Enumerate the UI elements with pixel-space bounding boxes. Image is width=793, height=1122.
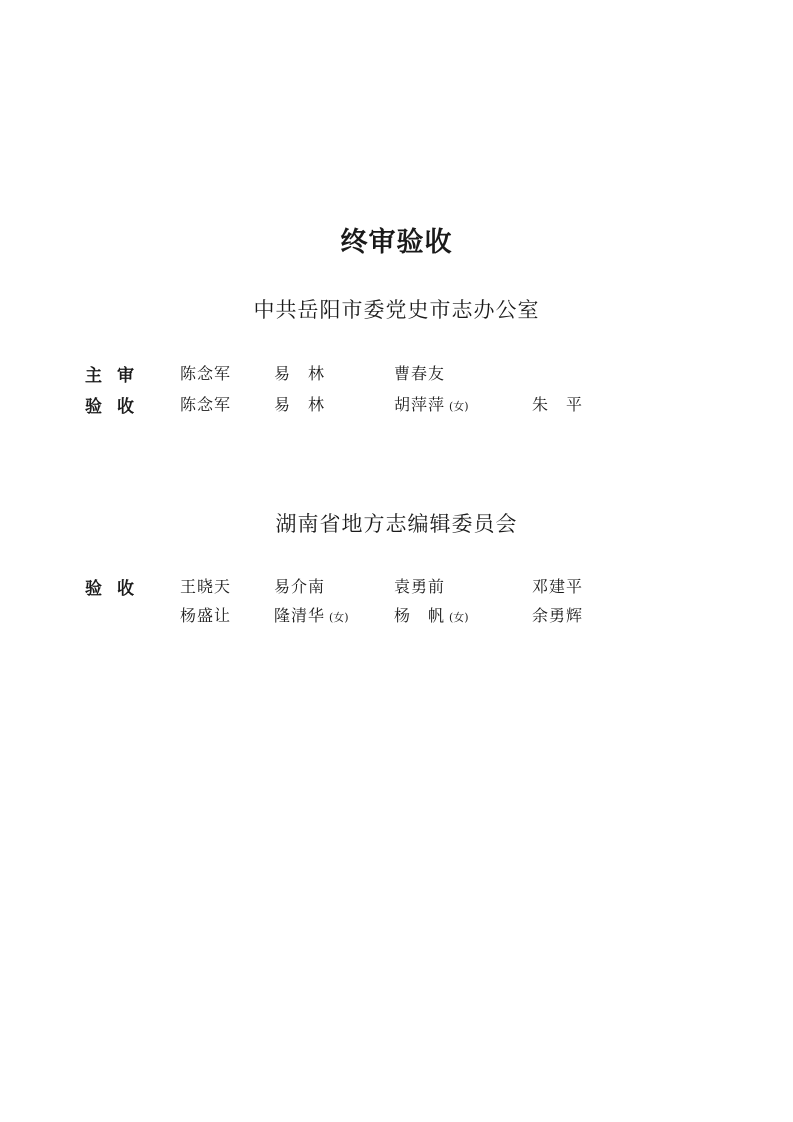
row-chief-review bbox=[0, 361, 793, 385]
person-name: 袁勇前 bbox=[394, 577, 446, 596]
person-name: 邓建平 bbox=[532, 577, 584, 596]
page-title: 终审验收 bbox=[340, 227, 453, 258]
row-acceptance-2-cont bbox=[0, 603, 793, 627]
person-name: 易 林 bbox=[274, 395, 326, 414]
person-name: 胡萍萍 (女) bbox=[394, 395, 469, 414]
org-heading-hunan: 湖南省地方志编辑委员会 bbox=[275, 512, 518, 536]
role-label: 验收 bbox=[85, 397, 149, 417]
gender-note: (女) bbox=[329, 611, 349, 624]
person-name: 陈念军 bbox=[180, 364, 232, 383]
gender-note: (女) bbox=[449, 611, 469, 624]
person-name: 易 林 bbox=[274, 364, 326, 383]
person-name: 隆清华 (女) bbox=[274, 606, 349, 625]
person-name: 杨 帆 (女) bbox=[394, 606, 469, 625]
person-name: 余勇辉 bbox=[532, 606, 584, 625]
role-label: 验收 bbox=[85, 579, 149, 599]
person-name: 陈念军 bbox=[180, 395, 232, 414]
person-name: 曹春友 bbox=[394, 364, 446, 383]
person-name: 朱 平 bbox=[532, 395, 584, 414]
role-label: 主审 bbox=[85, 366, 149, 386]
gender-note: (女) bbox=[449, 400, 469, 413]
person-name: 杨盛让 bbox=[180, 606, 232, 625]
row-acceptance-1 bbox=[0, 392, 793, 416]
org-heading-yueyang: 中共岳阳市委党史市志办公室 bbox=[253, 298, 540, 322]
person-name: 王晓天 bbox=[180, 577, 232, 596]
row-acceptance-2 bbox=[0, 574, 793, 598]
person-name: 易介南 bbox=[274, 577, 326, 596]
